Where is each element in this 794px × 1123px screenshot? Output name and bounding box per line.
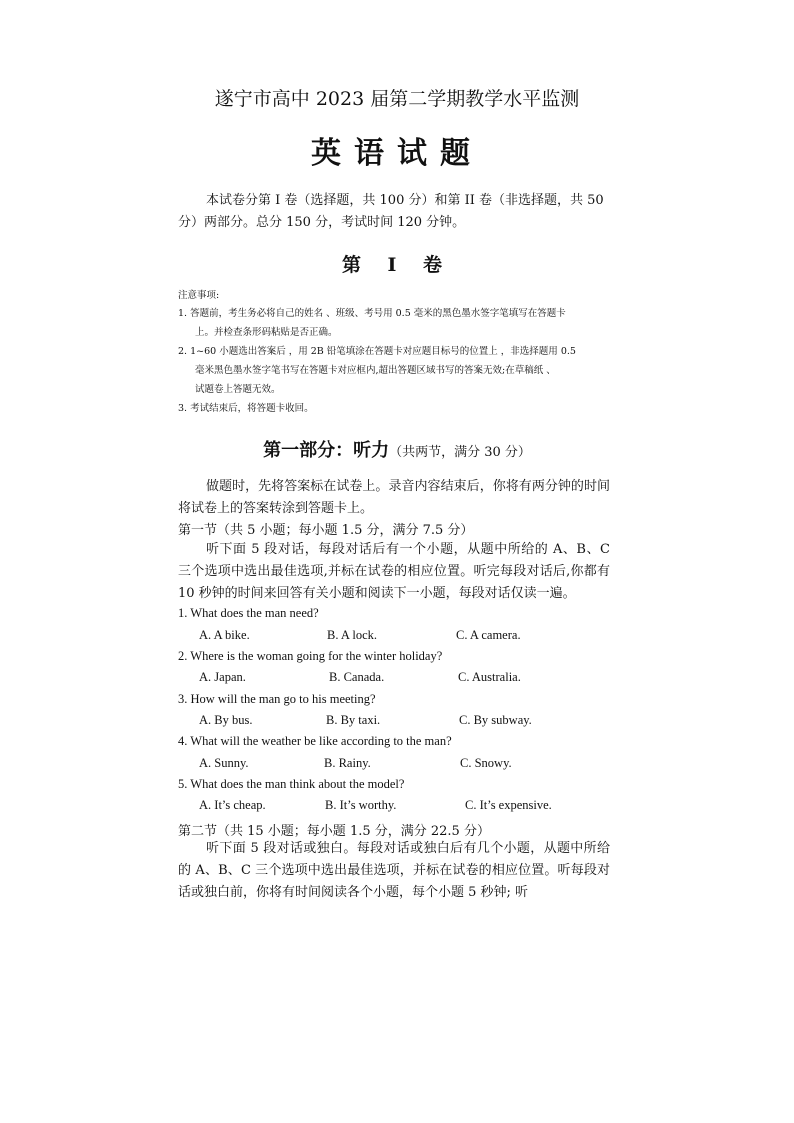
section-2-title: 第二节（共 15 小题；每小题 1.5 分，满分 22.5 分） — [178, 824, 490, 839]
question-5-option-a: A. It’s cheap. — [199, 798, 266, 812]
part-1-title — [0, 436, 794, 462]
question-4-option-c: C. Snowy. — [460, 756, 512, 770]
exam-title: 遂宁市高中 2023 届第二学期教学水平监测 — [214, 88, 580, 110]
part-1-instruction: 做题时，先将答案标在试卷上。录音内容结束后，你将有两分钟的时间将试卷上的答案转涂到答题卡上。 — [178, 479, 610, 516]
question-5-option-c: C. It’s expensive. — [465, 798, 552, 812]
note-1-line-2: 上。并检查条形码粘贴是否正确。 — [195, 327, 338, 338]
question-4: 4. What will the weather be like according to the man? — [178, 734, 452, 748]
question-5: 5. What does the man think about the model? — [178, 777, 405, 791]
question-2-option-a: A. Japan. — [199, 670, 246, 684]
section-1-instruction: 听下面 5 段对话，每段对话后有一个小题，从题中所给的 A、B、C 三个选项中选出最佳选项,并标在试卷的相应位置。听完每段对话后,你都有 10 秒钟的时间来回答有关小题和阅读下一小题，每段对话仅读一遍。 — [178, 542, 610, 601]
note-1-line-1: 1. 答题前，考生务必将自己的姓名 、班级、考号用 0.5 毫米的黑色墨水签字笔填写在答题卡 — [178, 308, 566, 319]
question-3-option-a: A. By bus. — [199, 713, 253, 727]
part-1-title-text: 第一部分：听力 — [263, 440, 390, 461]
note-2-line-1: 2. 1~60 小题选出答案后 ，用 2B 铅笔填涂在答题卡对应题目标号的位置上 ，非选择题用 0.5 — [178, 346, 576, 357]
note-3-line-1: 3. 考试结束后，将答题卡收回。 — [178, 403, 314, 414]
question-2-option-b: B. Canada. — [329, 670, 385, 684]
question-1: 1. What does the man need? — [178, 606, 319, 620]
part-1-subtitle: （共两节，满分 30 分） — [389, 445, 531, 460]
subject-title: 英语试题 — [311, 136, 483, 171]
question-2: 2. Where is the woman going for the winter holiday? — [178, 649, 443, 663]
question-5-option-b: B. It’s worthy. — [325, 798, 397, 812]
question-3: 3. How will the man go to his meeting? — [178, 692, 376, 706]
notes-title: 注意事项: — [178, 290, 220, 301]
section-2-instruction: 听下面 5 段对话或独白。每段对话或独白后有几个小题，从题中所给的 A、B、C 三个选项中选出最佳选项，并标在试卷的相应位置。听每段对话或独白前，你将有时间阅读各个小题，每个小题 5 秒钟; 听 — [178, 841, 610, 900]
volume-title: 第 I 卷 — [341, 254, 453, 276]
question-1-option-a: A. A bike. — [199, 628, 250, 642]
question-1-option-b: B. A lock. — [327, 628, 378, 642]
exam-intro: 本试卷分第 I 卷（选择题，共 100 分）和第 II 卷（非选择题，共 50 分）两部分。总分 150 分，考试时间 120 分钟。 — [178, 193, 604, 230]
note-2-line-3: 试题卷上答题无效。 — [195, 384, 281, 395]
question-2-option-c: C. Australia. — [458, 670, 521, 684]
question-4-option-a: A. Sunny. — [199, 756, 249, 770]
question-4-option-b: B. Rainy. — [324, 756, 371, 770]
note-2-line-2: 毫米黑色墨水签字笔书写在答题卡对应框内,超出答题区域书写的答案无效;在草稿纸 、 — [195, 365, 556, 376]
question-3-option-b: B. By taxi. — [326, 713, 381, 727]
question-3-option-c: C. By subway. — [459, 713, 532, 727]
section-1-title: 第一节（共 5 小题；每小题 1.5 分，满分 7.5 分） — [178, 523, 474, 538]
question-1-option-c: C. A camera. — [456, 628, 521, 642]
